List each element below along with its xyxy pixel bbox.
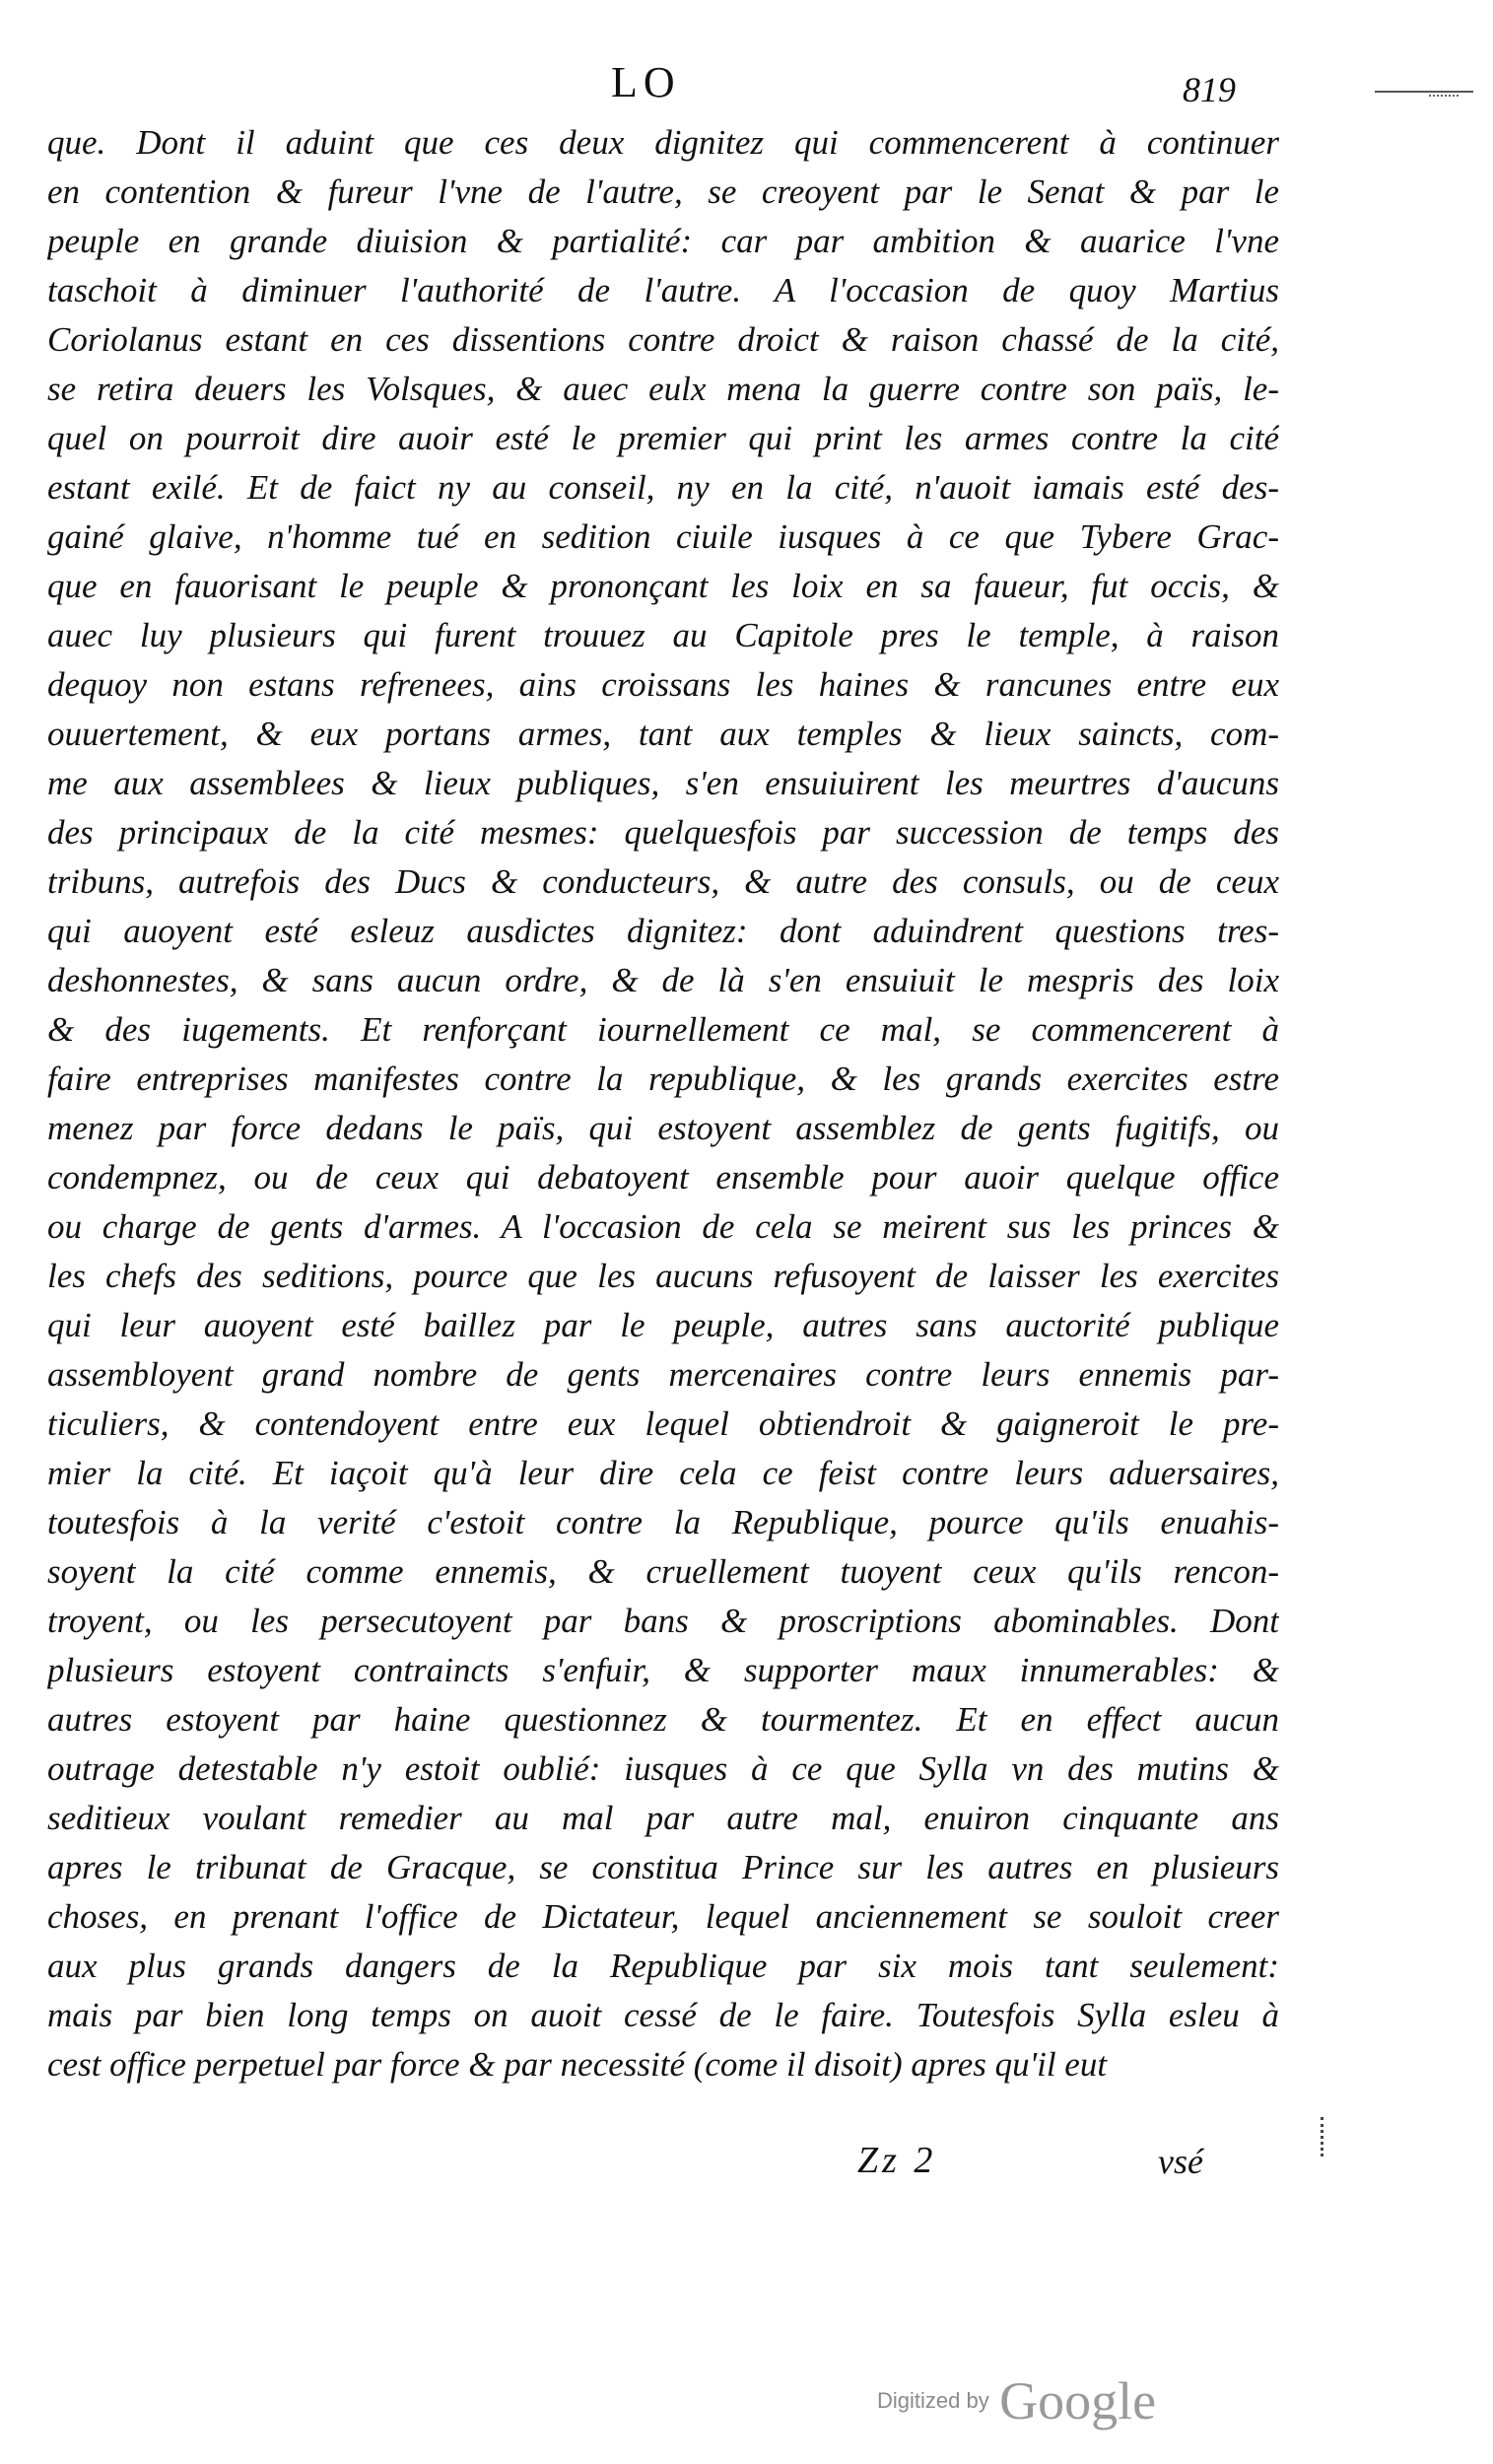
text-line: mais par bien long temps on auoit cessé de le faire. Toutesfois Sylla esleu à [47, 1996, 1279, 2034]
text-line: autres estoyent par haine questionnez & tourmentez. Et en effect aucun [47, 1700, 1279, 1739]
text-line: quel on pourroit dire auoir esté le premier qui print les armes contre la cité [47, 419, 1279, 457]
watermark-brand: Google [999, 2371, 1157, 2430]
text-line: me aux assemblees & lieux publiques, s'en ensuiuirent les meurtres d'aucuns [47, 764, 1279, 802]
text-line: & des iugements. Et renforçant iournellement ce mal, se commencerent à [47, 1010, 1279, 1049]
margin-ink-mark [1375, 91, 1473, 97]
text-line: ouuertement, & eux portans armes, tant aux temples & lieux saincts, com- [47, 715, 1279, 753]
text-line: apres le tribunat de Gracque, se constitua Prince sur les autres en plusieurs [47, 1848, 1279, 1886]
text-line: toutesfois à la verité c'estoit contre la Republique, pource qu'ils enuahis- [47, 1503, 1279, 1541]
text-line: les chefs des seditions, pource que les aucuns refusoyent de laisser les exercites [47, 1257, 1279, 1295]
text-line: estant exilé. Et de faict ny au conseil, ny en la cité, n'auoit iamais esté des- [47, 468, 1279, 507]
text-line: soyent la cité comme ennemis, & cruellement tuoyent ceux qu'ils rencon- [47, 1552, 1279, 1591]
text-line: cest office perpetuel par force & par necessité (come il disoit) apres qu'il eut [47, 2045, 1108, 2084]
digitized-watermark [877, 2370, 1156, 2431]
text-line: qui leur auoyent esté baillez par le peuple, autres sans auctorité publique [47, 1306, 1279, 1344]
running-head: LO [611, 58, 681, 106]
text-line: tribuns, autrefois des Ducs & conducteurs, & autre des consuls, ou de ceux [47, 862, 1279, 901]
page-number: 819 [1183, 70, 1236, 109]
text-line: taschoit à diminuer l'authorité de l'autre. A l'occasion de quoy Martius [47, 271, 1279, 309]
text-line: assembloyent grand nombre de gents mercenaires contre leurs ennemis par- [47, 1355, 1279, 1394]
text-line: aux plus grands dangers de la Republique par six mois tant seulement: [47, 1947, 1279, 1985]
text-line: plusieurs estoyent contraincts s'enfuir, & supporter maux innumerables: & [47, 1651, 1279, 1689]
text-line: que en fauorisant le peuple & prononçant les loix en sa faueur, fut occis, & [47, 567, 1279, 605]
text-line: auec luy plusieurs qui furent trouuez au Capitole pres le temple, à raison [47, 616, 1279, 654]
text-line: que. Dont il aduint que ces deux dignitez qui commencerent à continuer [47, 123, 1279, 162]
text-line: mier la cité. Et iaçoit qu'à leur dire cela ce feist contre leurs aduersaires, [47, 1454, 1279, 1492]
watermark-prefix: Digitized by [877, 2388, 989, 2413]
text-line: se retira deuers les Volsques, & auec eulx mena la guerre contre son païs, le- [47, 370, 1279, 408]
text-line: gainé glaive, n'homme tué en sedition ciuile iusques à ce que Tybere Grac- [47, 517, 1279, 556]
text-line: outrage detestable n'y estoit oublié: iusques à ce que Sylla vn des mutins & [47, 1749, 1279, 1788]
text-line: deshonnestes, & sans aucun ordre, & de là s'en ensuiuit le mespris des loix [47, 961, 1279, 999]
body-text [47, 118, 1279, 2089]
text-line: menez par force dedans le païs, qui estoyent assemblez de gents fugitifs, ou [47, 1109, 1279, 1147]
text-line: des principaux de la cité mesmes: quelquesfois par succession de temps des [47, 813, 1279, 852]
text-line: ou charge de gents d'armes. A l'occasion de cela se meirent sus les princes & [47, 1207, 1279, 1246]
catchword: vsé [1158, 2142, 1203, 2181]
text-line: condempnez, ou de ceux qui debatoyent ensemble pour auoir quelque office [47, 1158, 1279, 1197]
text-line: peuple en grande diuision & partialité: car par ambition & auarice l'vne [47, 222, 1279, 260]
text-line: troyent, ou les persecutoyent par bans & proscriptions abominables. Dont [47, 1602, 1279, 1640]
text-line: seditieux voulant remedier au mal par autre mal, enuiron cinquante ans [47, 1799, 1279, 1837]
text-line: qui auoyent esté esleuz ausdictes dignitez: dont aduindrent questions tres- [47, 912, 1279, 950]
text-line: en contention & fureur l'vne de l'autre, se creoyent par le Senat & par le [47, 172, 1279, 211]
text-line: choses, en prenant l'office de Dictateur, lequel anciennement se souloit creer [47, 1897, 1279, 1936]
text-line: Coriolanus estant en ces dissentions contre droict & raison chassé de la cité, [47, 320, 1279, 359]
signature-mark: Zz 2 [857, 2140, 937, 2181]
margin-ink-mark [1321, 2117, 1329, 2156]
text-line: ticuliers, & contendoyent entre eux lequel obtiendroit & gaigneroit le pre- [47, 1404, 1279, 1443]
text-line: faire entreprises manifestes contre la republique, & les grands exercites estre [47, 1060, 1279, 1098]
text-line: dequoy non estans refrenees, ains croissans les haines & rancunes entre eux [47, 665, 1279, 704]
